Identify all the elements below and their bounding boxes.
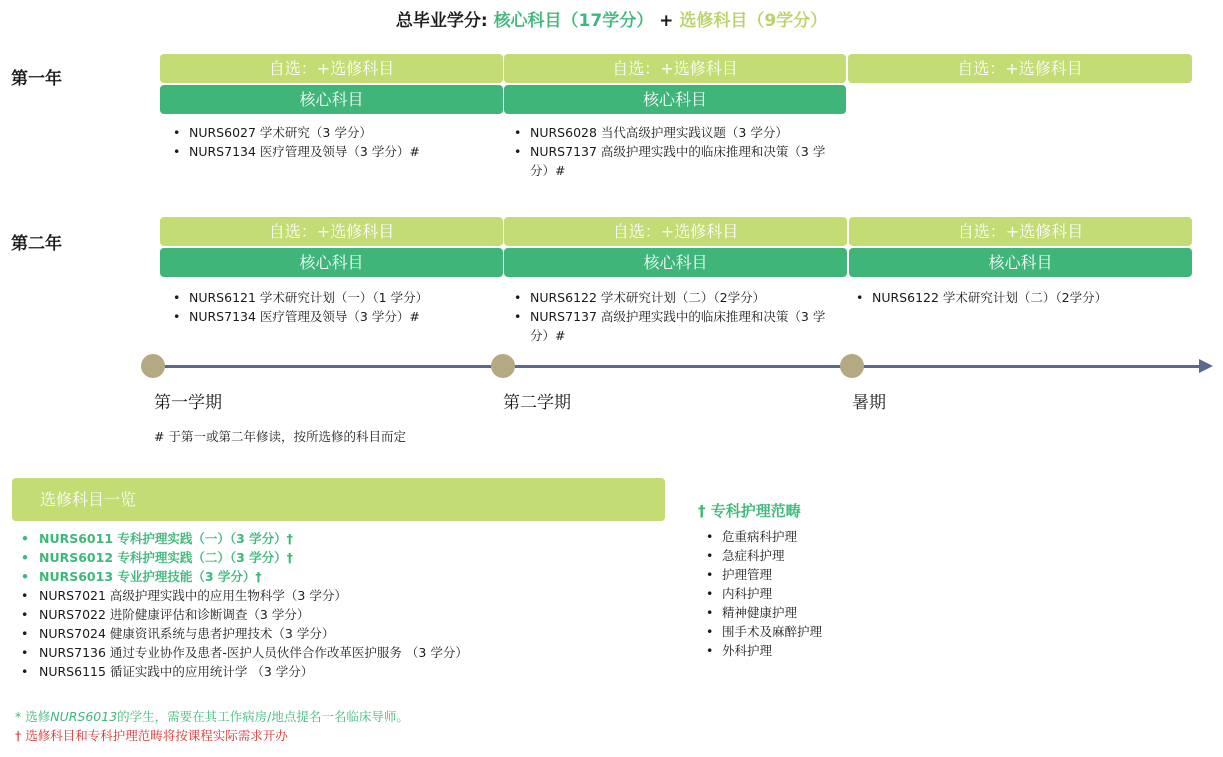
footnote-star-prefix: * 选修 [15,709,51,724]
course-item: • NURS6121 学术研究计划（一）（1 学分） [189,288,509,307]
year-2-sem-2-course-list [502,288,835,345]
elective-item: • NURS6013 专业护理技能（3 学分）† [39,567,468,586]
title-core: 核心科目（17学分） [493,11,654,31]
footnote-dagger: † 选修科目和专科护理范畴将按课程实际需求开办 [15,728,288,743]
year-2-sem-2-core-bar: 核心科目 [504,248,847,277]
specialty-item: • 内科护理 [722,584,822,603]
timeline-note: # 于第一或第二年修读，按所选修的科目而定 [154,429,406,444]
elective-item: • NURS6115 循证实践中的应用统计学 （3 学分） [39,662,468,681]
elective-course-list [11,529,468,681]
elective-list-heading [12,478,665,521]
total-credits-title [0,6,1223,31]
footnote-star-course: NURS6013 [50,709,118,724]
year-2-label: 第二年 [11,234,62,254]
course-item: • NURS7137 高级护理实践中的临床推理和决策（3 学分）# [530,307,835,345]
title-elective: 选修科目（9学分） [679,11,828,31]
course-item: • NURS6122 学术研究计划（二）（2学分） [530,288,835,307]
year-2-summer-core-bar: 核心科目 [849,248,1192,277]
year-1-sem-2-core-bar: 核心科目 [504,85,846,114]
timeline-dot-summer [840,354,864,378]
year-2-summer-elective-bar: 自选：+选修科目 [849,217,1192,246]
elective-item: • NURS7136 通过专业协作及患者-医护人员伙伴合作改革医护服务 （3 学分） [39,643,468,662]
course-item: • NURS7137 高级护理实践中的临床推理和决策（3 学分）# [530,142,835,180]
footnote-star-suffix: 的学生，需要在其工作病房/地点提名一名临床导师。 [117,709,409,724]
year-1-summer-elective-bar: 自选：+选修科目 [848,54,1192,83]
footnote-star [15,707,409,725]
year-1-sem-1-core-bar: 核心科目 [160,85,503,114]
year-2-sem-2-elective-bar: 自选：+选修科目 [504,217,847,246]
semester-1-label: 第一学期 [154,393,222,413]
specialty-item: • 危重病科护理 [722,527,822,546]
summer-label: 暑期 [852,393,886,413]
timeline-dot-sem-1 [141,354,165,378]
specialty-item: • 护理管理 [722,565,822,584]
elective-item: • NURS7022 进阶健康评估和诊断调查（3 学分） [39,605,468,624]
title-plus: + [659,11,674,31]
year-2-sem-1-course-list [161,288,509,326]
specialty-item: • 急症科护理 [722,546,822,565]
year-2-sem-1-core-bar: 核心科目 [160,248,503,277]
specialty-item: • 围手术及麻醉护理 [722,622,822,641]
course-item: • NURS7134 医疗管理及领导（3 学分）# [189,307,509,326]
elective-item: • NURS6012 专科护理实践（二）（3 学分）† [39,548,468,567]
year-2-sem-1-elective-bar: 自选：+选修科目 [160,217,503,246]
specialty-title: † 专科护理范畴 [698,502,801,520]
elective-item: • NURS7024 健康资讯系统与患者护理技术（3 学分） [39,624,468,643]
timeline-line [153,365,1203,368]
year-1-sem-1-course-list [161,123,509,161]
year-1-sem-2-elective-bar: 自选：+选修科目 [504,54,846,83]
title-prefix: 总毕业学分: [395,11,488,31]
course-item: • NURS7134 医疗管理及领导（3 学分）# [189,142,509,161]
specialty-list [694,527,822,660]
year-1-sem-1-elective-bar: 自选：+选修科目 [160,54,503,83]
semester-2-label: 第二学期 [503,393,571,413]
elective-heading-text: 选修科目一览 [40,490,137,509]
specialty-item: • 外科护理 [722,641,822,660]
year-1-sem-2-course-list [502,123,835,180]
summer-course-list [844,288,1192,307]
timeline-arrow-icon [1199,359,1213,373]
timeline-dot-sem-2 [491,354,515,378]
elective-item: • NURS6011 专科护理实践（一）（3 学分）† [39,529,468,548]
course-item: • NURS6027 学术研究（3 学分） [189,123,509,142]
elective-item: • NURS7021 高级护理实践中的应用生物科学（3 学分） [39,586,468,605]
course-item: • NURS6028 当代高级护理实践议题（3 学分） [530,123,835,142]
specialty-item: • 精神健康护理 [722,603,822,622]
year-1-label: 第一年 [11,69,62,89]
course-item: • NURS6122 学术研究计划（二）（2学分） [872,288,1192,307]
